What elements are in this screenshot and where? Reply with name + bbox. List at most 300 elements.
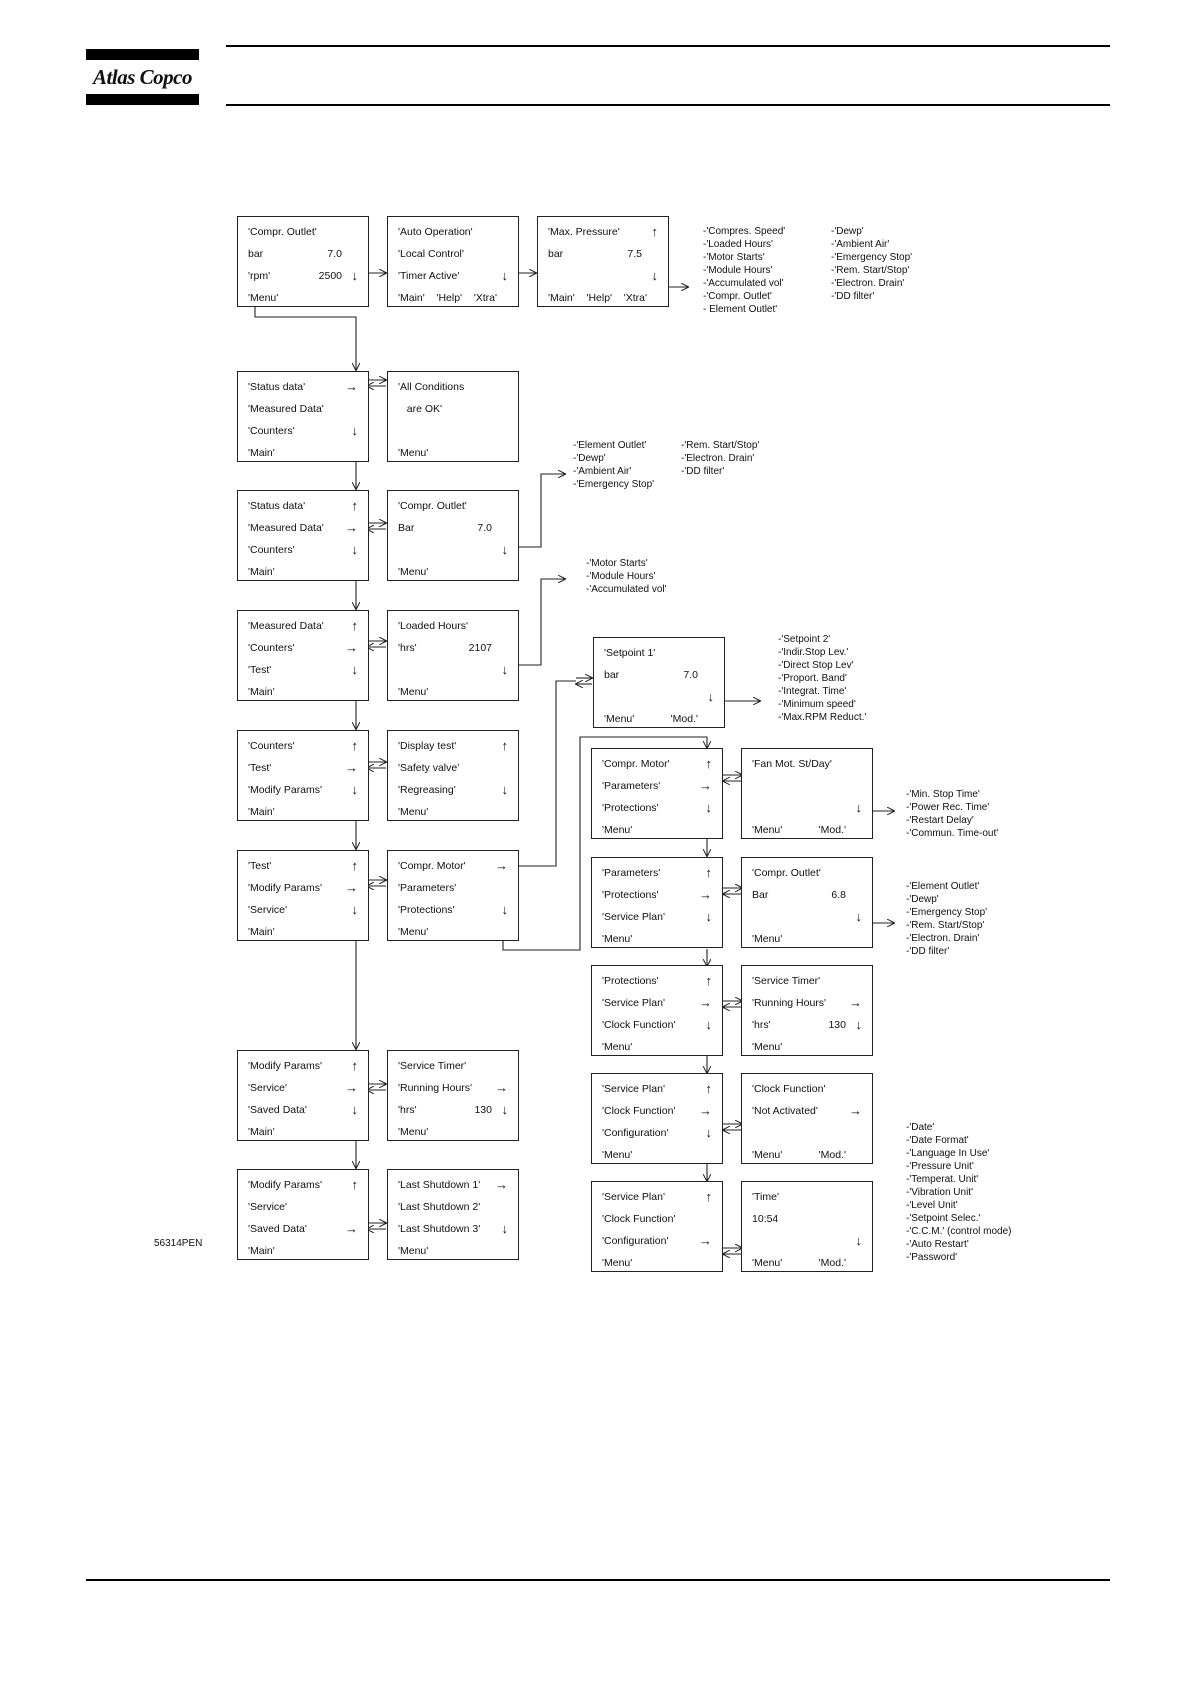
nav-arrow-icon: ↓ xyxy=(501,662,508,677)
screen-line xyxy=(238,921,368,943)
screen-line xyxy=(742,862,872,884)
nav-arrow-icon: ↓ xyxy=(501,1221,508,1236)
screen-line xyxy=(238,420,368,442)
nav-arrow-icon: ↓ xyxy=(705,1017,712,1032)
line-text: 'Counters' xyxy=(248,425,295,437)
screen-line xyxy=(592,1144,722,1166)
screen-line xyxy=(592,906,722,928)
line-text: 'hrs' xyxy=(398,642,417,654)
nav-arrow-icon: ↓ xyxy=(707,689,714,704)
nav-arrow-icon: ↑ xyxy=(705,1081,712,1096)
screen-line xyxy=(238,265,368,287)
screen-line xyxy=(238,442,368,464)
screen-line xyxy=(238,757,368,779)
connector xyxy=(255,307,356,370)
line-text: 'Main' xyxy=(248,1126,275,1138)
line-text: 'Parameters' xyxy=(602,867,661,879)
list-item: -'Level Unit' xyxy=(906,1200,958,1211)
nav-arrow-icon: ↓ xyxy=(351,662,358,677)
screen-line xyxy=(538,243,668,265)
screen-line xyxy=(592,1230,722,1252)
screen-setpoint-1 xyxy=(593,637,725,728)
screen-line xyxy=(238,221,368,243)
list-item: -'Emergency Stop' xyxy=(906,907,988,918)
screen-clock-function-menu xyxy=(591,1073,723,1164)
list-item: -'Commun. Time-out' xyxy=(906,828,999,839)
list-item: -'DD filter' xyxy=(681,466,725,477)
line-text: 'Service' xyxy=(248,904,288,916)
screen-line xyxy=(388,442,518,464)
line-text: 'Counters' xyxy=(248,544,295,556)
line-value: 'Mod.' xyxy=(818,1149,846,1161)
line-text: 'Measured Data' xyxy=(248,403,324,415)
list-item: -'Date' xyxy=(906,1122,935,1133)
screen-line xyxy=(238,561,368,583)
line-text: 'Service' xyxy=(248,1082,288,1094)
line-text: 'Menu' xyxy=(398,566,429,578)
screen-line xyxy=(742,928,872,950)
screen-line xyxy=(592,775,722,797)
line-text: 'Main' xyxy=(248,566,275,578)
line-text: 'Compr. Motor' xyxy=(602,758,670,770)
nav-arrow-icon: → xyxy=(699,778,712,793)
nav-arrow-icon: ↓ xyxy=(501,542,508,557)
line-text: 'Counters' xyxy=(248,740,295,752)
line-text: 'hrs' xyxy=(752,1019,771,1031)
screen-line xyxy=(388,899,518,921)
list-item: -'DD filter' xyxy=(906,946,950,957)
screen-line xyxy=(592,970,722,992)
nav-arrow-icon: → xyxy=(345,520,358,535)
screen-line xyxy=(388,265,518,287)
screen-line xyxy=(594,708,724,730)
line-text: 'hrs' xyxy=(398,1104,417,1116)
line-text: 'Menu' xyxy=(398,926,429,938)
line-text: 'Saved Data' xyxy=(248,1104,307,1116)
line-text: 'Menu' xyxy=(752,933,783,945)
screen-fan-mot xyxy=(741,748,873,839)
screen-line xyxy=(388,1240,518,1262)
list-measured-1 xyxy=(573,439,654,491)
nav-arrow-icon: ↓ xyxy=(855,1017,862,1032)
line-text: 'Protections' xyxy=(602,889,659,901)
screen-display-test xyxy=(387,730,519,821)
line-text: 'Test' xyxy=(248,860,272,872)
screen-line xyxy=(592,1014,722,1036)
line-text: 'Running Hours' xyxy=(398,1082,473,1094)
list-item: -'Temperat. Unit' xyxy=(906,1174,979,1185)
line-text: 'Service' xyxy=(248,1201,288,1213)
list-item: -'Emergency Stop' xyxy=(831,252,913,263)
line-value: 'Mod.' xyxy=(818,824,846,836)
screen-line xyxy=(388,801,518,823)
screen-line xyxy=(592,992,722,1014)
screen-line xyxy=(238,517,368,539)
line-text: 'Menu' xyxy=(398,806,429,818)
screen-line xyxy=(238,855,368,877)
screen-line xyxy=(742,1186,872,1208)
line-text: 'Compr. Outlet' xyxy=(752,867,821,879)
screen-last-shutdown xyxy=(387,1169,519,1260)
nav-arrow-icon: ↑ xyxy=(651,224,658,239)
line-text: 'Modify Params' xyxy=(248,1179,323,1191)
nav-arrow-icon: ↑ xyxy=(705,1189,712,1204)
line-text: 'Test' xyxy=(248,762,272,774)
line-text: 'Parameters' xyxy=(602,780,661,792)
screen-line xyxy=(388,561,518,583)
line-text: Bar xyxy=(752,889,769,901)
nav-arrow-icon: → xyxy=(699,995,712,1010)
line-text: 'Local Control' xyxy=(398,248,464,260)
screen-service-menu xyxy=(237,1050,369,1141)
screen-line xyxy=(388,1218,518,1240)
line-text: 'Main' xyxy=(248,1245,275,1257)
screen-measured-compr-outlet xyxy=(387,490,519,581)
line-text: 'Service Plan' xyxy=(602,1083,665,1095)
nav-arrow-icon: ↑ xyxy=(351,498,358,513)
list-item: -'Pressure Unit' xyxy=(906,1161,974,1172)
list-item: -'Module Hours' xyxy=(703,265,773,276)
screen-line xyxy=(594,686,724,708)
list-protections xyxy=(906,880,987,958)
nav-arrow-icon: → xyxy=(699,1233,712,1248)
screen-line xyxy=(388,855,518,877)
line-text: 'Saved Data' xyxy=(248,1223,307,1235)
list-measured-2 xyxy=(681,439,759,478)
screen-line xyxy=(742,1230,872,1252)
screen-status-data-menu xyxy=(237,371,369,462)
screen-modify-params-menu xyxy=(237,850,369,941)
screen-service-plan-menu xyxy=(591,965,723,1056)
line-text: 'Clock Function' xyxy=(602,1019,676,1031)
line-text: 'Modify Params' xyxy=(248,1060,323,1072)
line-text: 'Main' xyxy=(248,926,275,938)
nav-arrow-icon: → xyxy=(699,887,712,902)
line-text: 'Status data' xyxy=(248,381,306,393)
line-text: 'Menu' xyxy=(752,1149,783,1161)
nav-arrow-icon: ↓ xyxy=(501,1102,508,1117)
list-item: -'Electron. Drain' xyxy=(681,453,755,464)
screen-line xyxy=(388,376,518,398)
line-text: 'Main' xyxy=(248,686,275,698)
nav-arrow-icon: ↑ xyxy=(705,973,712,988)
screen-line xyxy=(742,753,872,775)
line-text: 'Compr. Outlet' xyxy=(248,226,317,238)
screen-line xyxy=(238,637,368,659)
list-item: -'Emergency Stop' xyxy=(573,479,655,490)
list-item: -'Compr. Outlet' xyxy=(703,291,772,302)
line-text: 'Service Timer' xyxy=(398,1060,467,1072)
line-text: 'Menu' xyxy=(602,1257,633,1269)
list-item: -'Module Hours' xyxy=(586,571,656,582)
connector xyxy=(519,579,565,665)
screen-line xyxy=(742,1122,872,1144)
nav-arrow-icon: ↑ xyxy=(351,618,358,633)
nav-arrow-icon: ↑ xyxy=(705,865,712,880)
list-item: -'Accumulated vol' xyxy=(703,278,784,289)
list-item: -'Motor Starts' xyxy=(586,558,648,569)
list-item: -'Rem. Start/Stop' xyxy=(681,440,760,451)
screen-line xyxy=(742,1144,872,1166)
screen-line xyxy=(592,928,722,950)
nav-arrow-icon: ↓ xyxy=(705,909,712,924)
nav-arrow-icon: ↓ xyxy=(705,1125,712,1140)
line-value: 'Mod.' xyxy=(670,713,698,725)
screen-service-timer xyxy=(387,1050,519,1141)
list-item: -'Language In Use' xyxy=(906,1148,990,1159)
line-value: 7.5 xyxy=(627,248,642,260)
screen-time xyxy=(741,1181,873,1272)
screen-line xyxy=(238,899,368,921)
line-text: 'Compr. Outlet' xyxy=(398,500,467,512)
list-extra-data-1 xyxy=(703,225,785,316)
screen-line xyxy=(238,1077,368,1099)
nav-arrow-icon: → xyxy=(849,995,862,1010)
line-text: bar xyxy=(604,669,620,681)
line-text: 'Measured Data' xyxy=(248,522,324,534)
screen-line xyxy=(238,681,368,703)
screen-line xyxy=(742,1252,872,1274)
screen-line xyxy=(388,779,518,801)
screen-line xyxy=(388,1055,518,1077)
line-text: 'Main' 'Help' 'Xtra' xyxy=(398,292,497,304)
screen-line xyxy=(238,877,368,899)
line-value: 130 xyxy=(474,1104,492,1116)
list-item: -'Element Outlet' xyxy=(573,440,647,451)
nav-arrow-icon: ↓ xyxy=(351,1102,358,1117)
line-value: 'Mod.' xyxy=(818,1257,846,1269)
screen-all-conditions xyxy=(387,371,519,462)
line-text: 'All Conditions xyxy=(398,381,465,393)
list-item: -'Setpoint 2' xyxy=(778,634,831,645)
list-item: -'Dewp' xyxy=(831,226,864,237)
screen-line xyxy=(388,877,518,899)
line-text: 'Menu' xyxy=(602,824,633,836)
screen-line xyxy=(538,287,668,309)
list-item: -'C.C.M.' (control mode) xyxy=(906,1226,1012,1237)
list-item: -'Electron. Drain' xyxy=(831,278,905,289)
screen-line xyxy=(592,1100,722,1122)
nav-arrow-icon: ↑ xyxy=(351,1058,358,1073)
list-item: -'Power Rec. Time' xyxy=(906,802,990,813)
list-item: -'Rem. Start/Stop' xyxy=(906,920,985,931)
list-item: -'Integrat. Time' xyxy=(778,686,847,697)
line-text: 'Menu' xyxy=(398,1245,429,1257)
list-item: -'Dewp' xyxy=(906,894,939,905)
line-text: 'Configuration' xyxy=(602,1127,669,1139)
line-text: 'Menu' xyxy=(752,1257,783,1269)
line-text: 'Not Activated' xyxy=(752,1105,818,1117)
screen-line xyxy=(592,1252,722,1274)
line-text: 'Last Shutdown 3' xyxy=(398,1223,481,1235)
screen-line xyxy=(238,398,368,420)
screen-line xyxy=(238,1099,368,1121)
screen-line xyxy=(238,659,368,681)
screen-line xyxy=(742,992,872,1014)
line-text: 'Protections' xyxy=(602,975,659,987)
line-text: 'Service Plan' xyxy=(602,1191,665,1203)
list-item: -'Date Format' xyxy=(906,1135,969,1146)
nav-arrow-icon: → xyxy=(495,1080,508,1095)
line-text: 10:54 xyxy=(752,1213,779,1225)
line-text: 'Test' xyxy=(248,664,272,676)
nav-arrow-icon: ↑ xyxy=(351,1177,358,1192)
line-text: 'Menu' xyxy=(398,447,429,459)
screen-line xyxy=(538,265,668,287)
screen-line xyxy=(594,664,724,686)
line-text: 'Service Plan' xyxy=(602,911,665,923)
screen-line xyxy=(538,221,668,243)
list-item: -'Loaded Hours' xyxy=(703,239,773,250)
screen-protections-menu xyxy=(591,857,723,948)
line-text: 'Safety valve' xyxy=(398,762,460,774)
nav-arrow-icon: ↓ xyxy=(351,542,358,557)
line-text: 'Display test' xyxy=(398,740,457,752)
screen-line xyxy=(592,862,722,884)
screen-line xyxy=(238,539,368,561)
nav-arrow-icon: → xyxy=(345,379,358,394)
line-text: 'Regreasing' xyxy=(398,784,456,796)
line-text: 'rpm' xyxy=(248,270,271,282)
screen-line xyxy=(388,681,518,703)
nav-arrow-icon: → xyxy=(345,1080,358,1095)
line-text: 'Status data' xyxy=(248,500,306,512)
line-text: 'Clock Function' xyxy=(602,1213,676,1225)
line-text: 'Compr. Motor' xyxy=(398,860,466,872)
nav-arrow-icon: ↓ xyxy=(501,782,508,797)
list-setpoint xyxy=(778,633,866,724)
screen-line xyxy=(238,243,368,265)
list-item: - Element Outlet' xyxy=(703,304,778,315)
line-text: are OK' xyxy=(398,403,443,415)
line-text: 'Auto Operation' xyxy=(398,226,473,238)
screen-line xyxy=(388,735,518,757)
line-text: 'Protections' xyxy=(602,802,659,814)
screen-configuration-menu xyxy=(591,1181,723,1272)
line-text: 'Configuration' xyxy=(602,1235,669,1247)
screen-line xyxy=(594,642,724,664)
list-item: -'Vibration Unit' xyxy=(906,1187,973,1198)
screen-line xyxy=(742,970,872,992)
figure-code: 56314PEN xyxy=(154,1238,203,1249)
screen-line xyxy=(592,753,722,775)
line-text: 'Main' xyxy=(248,806,275,818)
screen-line xyxy=(742,1036,872,1058)
list-item: -'Max.RPM Reduct.' xyxy=(778,712,867,723)
list-item: -'Accumulated vol' xyxy=(586,584,667,595)
line-text: 'Loaded Hours' xyxy=(398,620,468,632)
screen-line xyxy=(388,398,518,420)
list-item: -'Setpoint Selec.' xyxy=(906,1213,981,1224)
nav-arrow-icon: ↓ xyxy=(855,800,862,815)
line-text: 'Fan Mot. St/Day' xyxy=(752,758,832,770)
nav-arrow-icon: → xyxy=(849,1103,862,1118)
list-counters xyxy=(586,557,667,596)
nav-arrow-icon: ↑ xyxy=(501,738,508,753)
list-extra-data-2 xyxy=(831,225,912,303)
nav-arrow-icon: ↑ xyxy=(705,756,712,771)
screen-line xyxy=(742,1014,872,1036)
line-text: 'Modify Params' xyxy=(248,882,323,894)
line-text: 'Protections' xyxy=(398,904,455,916)
screen-measured-data-menu xyxy=(237,490,369,581)
screen-line xyxy=(238,1240,368,1262)
list-item: -'Motor Starts' xyxy=(703,252,765,263)
nav-arrow-icon: ↓ xyxy=(351,423,358,438)
screen-line xyxy=(388,615,518,637)
line-text: 'Menu' xyxy=(752,1041,783,1053)
screen-line xyxy=(592,1208,722,1230)
screen-max-pressure xyxy=(537,216,669,307)
screen-line xyxy=(238,1174,368,1196)
screen-line xyxy=(388,221,518,243)
line-text: 'Menu' xyxy=(602,1041,633,1053)
nav-arrow-icon: ↓ xyxy=(651,268,658,283)
line-text: 'Max. Pressure' xyxy=(548,226,620,238)
screen-compr-motor xyxy=(387,850,519,941)
nav-arrow-icon: ↑ xyxy=(351,738,358,753)
screen-line xyxy=(238,735,368,757)
line-text: 'Menu' xyxy=(398,686,429,698)
line-text: 'Clock Function' xyxy=(602,1105,676,1117)
line-text: 'Time' xyxy=(752,1191,779,1203)
list-item: -'Min. Stop Time' xyxy=(906,789,980,800)
list-item: -'Rem. Start/Stop' xyxy=(831,265,910,276)
list-item: -'Proport. Band' xyxy=(778,673,847,684)
screen-line xyxy=(592,797,722,819)
screen-line xyxy=(388,1196,518,1218)
line-value: 130 xyxy=(828,1019,846,1031)
line-text: 'Menu' xyxy=(398,1126,429,1138)
line-text: 'Parameters' xyxy=(398,882,457,894)
nav-arrow-icon: ↓ xyxy=(351,782,358,797)
screen-line xyxy=(238,376,368,398)
screen-line xyxy=(238,495,368,517)
nav-arrow-icon: ↓ xyxy=(351,268,358,283)
screen-line xyxy=(388,517,518,539)
screen-line xyxy=(388,1121,518,1143)
screen-line xyxy=(592,1036,722,1058)
line-text: 'Menu' xyxy=(752,824,783,836)
screen-clock-function xyxy=(741,1073,873,1164)
list-item: -'Electron. Drain' xyxy=(906,933,980,944)
screen-line xyxy=(742,797,872,819)
line-text: Bar xyxy=(398,522,415,534)
screen-line xyxy=(238,801,368,823)
list-item: -'Ambient Air' xyxy=(573,466,632,477)
line-text: 'Timer Active' xyxy=(398,270,460,282)
line-value: 7.0 xyxy=(683,669,698,681)
logo-text: Atlas Copco xyxy=(93,65,192,89)
screen-line xyxy=(388,1174,518,1196)
line-text: 'Service Timer' xyxy=(752,975,821,987)
list-fan-params xyxy=(906,788,998,840)
line-text: 'Running Hours' xyxy=(752,997,827,1009)
nav-arrow-icon: ↓ xyxy=(855,909,862,924)
nav-arrow-icon: → xyxy=(345,760,358,775)
list-configuration xyxy=(906,1121,1012,1264)
screen-line xyxy=(388,495,518,517)
line-text: bar xyxy=(248,248,264,260)
screen-line xyxy=(388,757,518,779)
list-item: -'DD filter' xyxy=(831,291,875,302)
screen-line xyxy=(238,615,368,637)
screen-line xyxy=(742,906,872,928)
nav-arrow-icon: ↓ xyxy=(501,902,508,917)
screen-line xyxy=(388,1099,518,1121)
line-text: 'Setpoint 1' xyxy=(604,647,656,659)
nav-arrow-icon: → xyxy=(345,640,358,655)
